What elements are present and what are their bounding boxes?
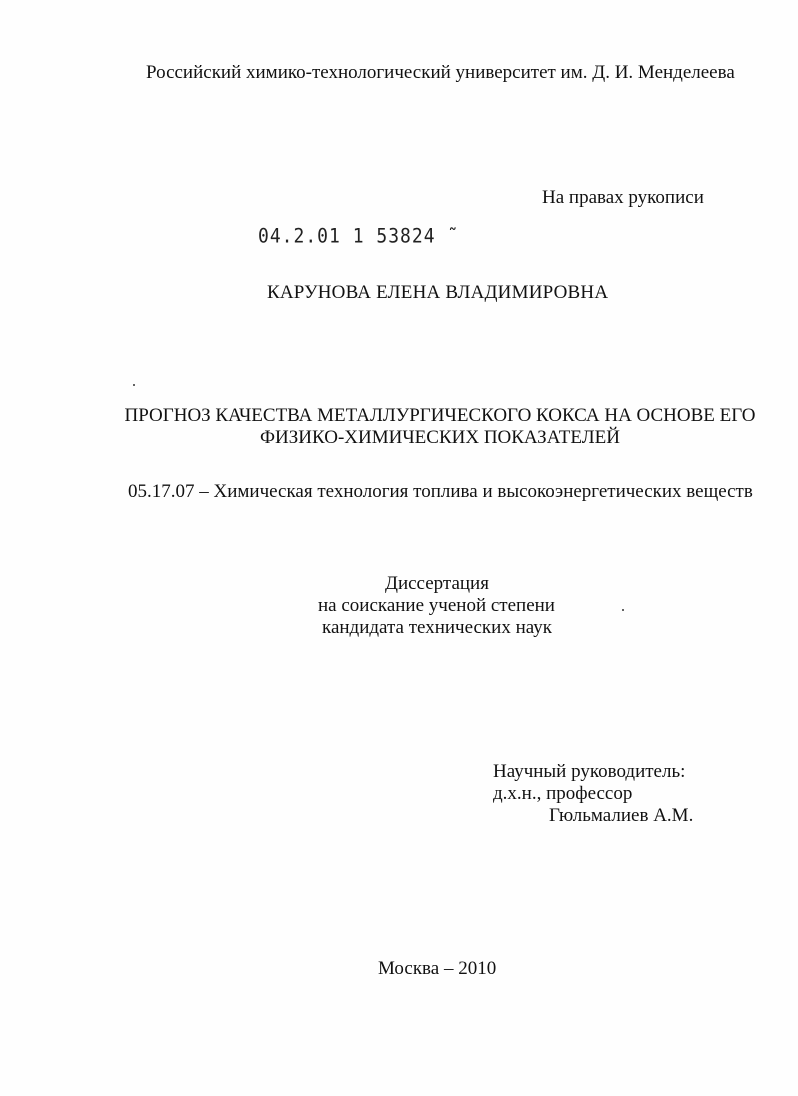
degree-line-1: Диссертация	[385, 573, 489, 594]
degree-line-3: кандидата технических наук	[322, 617, 552, 638]
supervisor-credentials: д.х.н., профессор	[493, 783, 633, 804]
university-name: Российский химико-технологический университет им. Д. И. Менделеева	[146, 62, 735, 83]
supervisor-label: Научный руководитель:	[493, 761, 686, 782]
thesis-title-line-2: ФИЗИКО-ХИМИЧЕСКИХ ПОКАЗАТЕЛЕЙ	[260, 427, 620, 448]
archive-stamp-code: 04.2.01 1 53824 ˜	[258, 224, 460, 248]
manuscript-rights-note: На правах рукописи	[542, 187, 704, 208]
city-year: Москва – 2010	[378, 958, 497, 979]
thesis-title-line-1: ПРОГНОЗ КАЧЕСТВА МЕТАЛЛУРГИЧЕСКОГО КОКСА НА ОСНОВЕ ЕГО	[124, 405, 756, 426]
scan-speck	[622, 609, 624, 611]
supervisor-name: Гюльмалиев А.М.	[549, 805, 694, 826]
scan-speck	[133, 384, 135, 386]
degree-line-2: на соискание ученой степени	[318, 595, 555, 616]
author-name: КАРУНОВА ЕЛЕНА ВЛАДИМИРОВНА	[267, 282, 609, 303]
specialty-code: 05.17.07 – Химическая технология топлива и высокоэнергетических веществ	[128, 481, 753, 502]
